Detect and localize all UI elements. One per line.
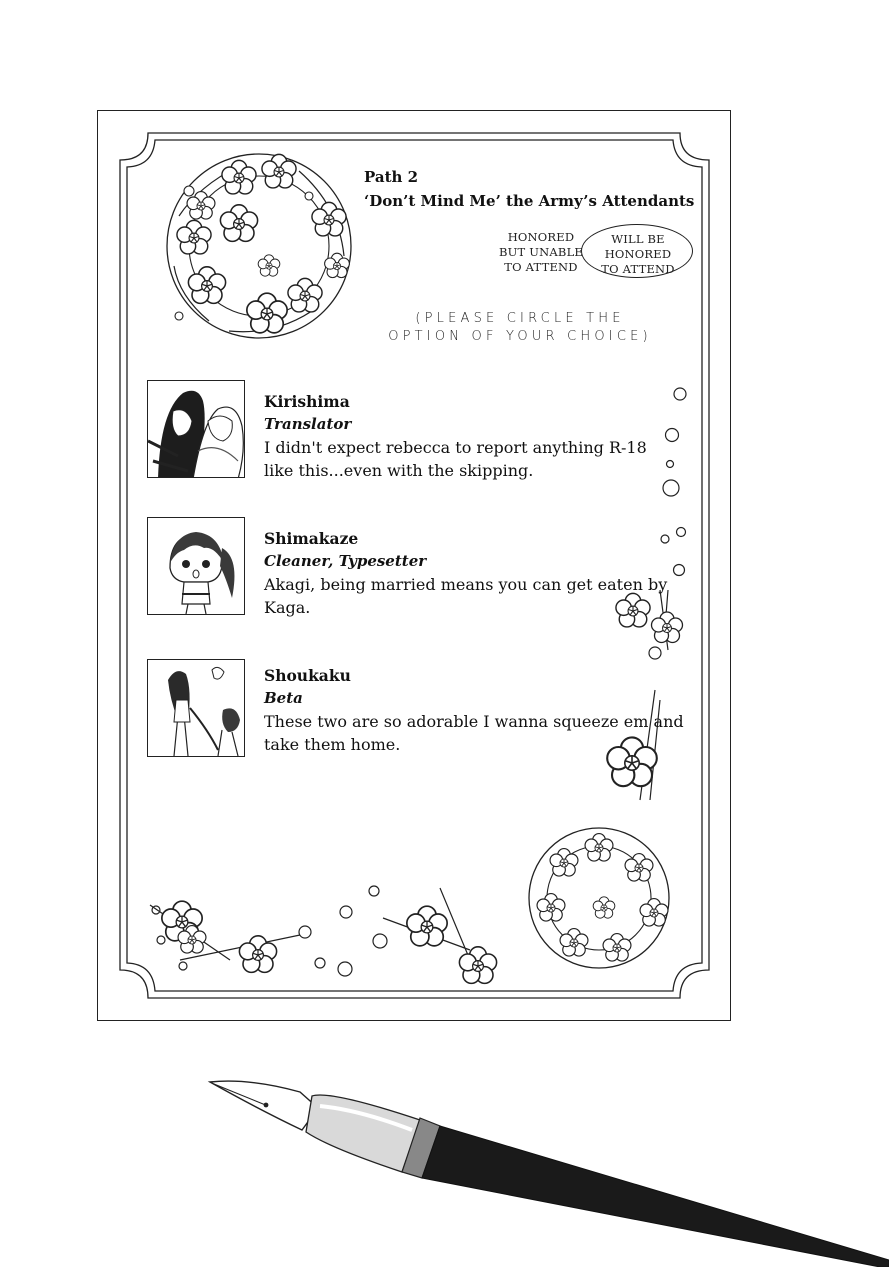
- credit-role: Translator: [264, 415, 352, 433]
- avatar: [147, 517, 245, 615]
- credit-entry: [264, 664, 704, 756]
- credit-role: Cleaner, Typesetter: [264, 552, 427, 570]
- plum-branch-icon: [150, 590, 668, 960]
- credit-message: Akagi, being married means you can get eaten by Kaga.: [264, 575, 668, 617]
- fountain-pen-icon: [0, 1060, 889, 1267]
- credit-message: I didn't expect rebecca to report anything R-18 like this...even with the skipping.: [264, 438, 647, 480]
- rsvp-option-will-attend[interactable]: WILL BE HONORED TO ATTEND: [601, 232, 675, 276]
- credit-entry: [264, 390, 704, 482]
- avatar: [147, 380, 245, 478]
- avatar-illustration-icon: [148, 518, 245, 615]
- avatar-illustration-icon: [148, 660, 245, 757]
- path-label: Path 2: [364, 168, 419, 186]
- credit-entry: [264, 527, 704, 619]
- avatar-illustration-icon: [148, 381, 245, 478]
- credit-name: Shoukaku: [264, 666, 351, 685]
- blossom-icon: [407, 906, 447, 946]
- plum-blossom-wreath-icon: [529, 828, 669, 968]
- avatar: [147, 659, 245, 757]
- rsvp-option-unable[interactable]: HONORED BUT UNABLE TO ATTEND: [498, 230, 583, 274]
- blossom-icon: [459, 947, 496, 984]
- credit-name: Shimakaze: [264, 529, 359, 548]
- credit-name: Kirishima: [264, 392, 350, 411]
- path-title-block: [364, 166, 694, 212]
- circle-instruction: (PLEASE CIRCLE THE OPTION OF YOUR CHOICE): [388, 311, 652, 344]
- plum-blossom-wreath-icon: [167, 154, 351, 338]
- credit-message: These two are so adorable I wanna squeeze em and take them home.: [264, 712, 684, 754]
- path-subtitle: ‘Don’t Mind Me’ the Army’s Attendants: [364, 192, 695, 210]
- credit-role: Beta: [264, 689, 303, 707]
